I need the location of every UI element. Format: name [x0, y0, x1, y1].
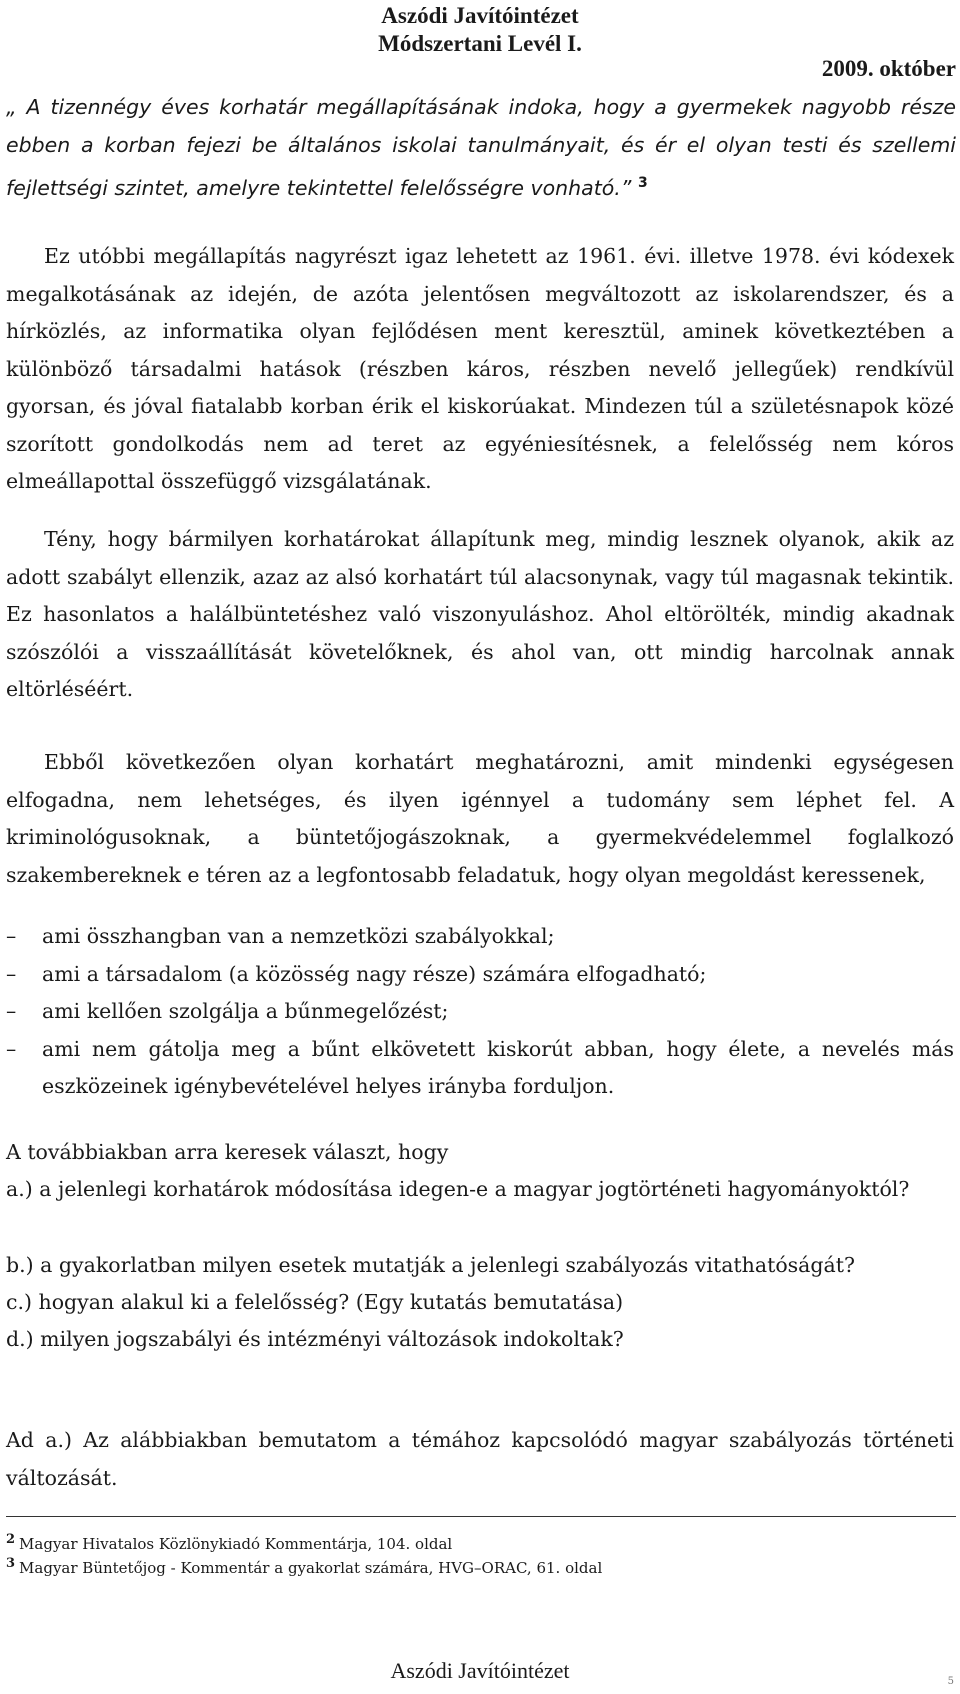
page-header: [0, 2, 960, 58]
body-paragraph-2: [6, 521, 954, 709]
paragraph-text: Ebből következően olyan korhatárt meghatározni, amit mindenki egységesen elfogadna, nem lehetséges, és ilyen igénnyel a tudomány sem léphet fel. A kriminológusoknak, a büntetőjogászoknak, a gyermekvédelemmel foglalkozó szakembereknek e téren az a legfontosabb feladatuk, hogy olyan megoldást keressenek,: [6, 750, 954, 887]
footnote-3: $^3$ Magyar Büntetőjog - Kommentár a gyakorlat számára, HVG–ORAC, 61. oldal: [6, 1556, 603, 1577]
requirement-list: [6, 918, 954, 1106]
page-footer: Aszódi Javítóintézet: [390, 1658, 570, 1683]
question-b: b.) a gyakorlatban milyen esetek mutatják a jelenlegi szabályozás vitathatóságát?: [6, 1253, 855, 1277]
footnote-ref: 3: [637, 175, 648, 191]
list-item: – ami kellően szolgálja a bűnmegelőzést;: [6, 993, 954, 1031]
question-c: c.) hogyan alakul ki a felelősség? (Egy kutatás bemutatása): [6, 1290, 624, 1314]
question-d: d.) milyen jogszabályi és intézményi változások indokoltak?: [6, 1327, 624, 1351]
header-institution: Aszódi Javítóintézet: [381, 3, 579, 28]
dash-bullet: –: [6, 1036, 17, 1061]
quote-paragraph: [6, 88, 956, 207]
ad-a-paragraph: Ad a.) Az alábbiakban bemutatom a témához kapcsolódó magyar szabályozás történeti változását.: [6, 1428, 954, 1490]
questions-intro: A továbbiakban arra keresek választ, hogy: [6, 1140, 449, 1164]
list-item: – ami a társadalom (a közösség nagy része) számára elfogadható;: [6, 956, 954, 994]
list-item: – ami összhangban van a nemzetközi szabályokkal;: [6, 918, 954, 956]
quote-text: „ A tizennégy éves korhatár megállapításának indoka, hogy a gyermekek nagyobb része ebben a korban fejezi be általános iskolai tanulmányait, és ér el olyan testi és szellemi fejlettségi szintet, amelyre tekintettel felelősségre vonható.”: [6, 95, 956, 200]
header-publication: Módszertani Levél I.: [378, 31, 582, 56]
list-item: – ami nem gátolja meg a bűnt elkövetett kiskorút abban, hogy élete, a nevelés más eszközeinek igénybevételével helyes irányba forduljon.: [6, 1031, 954, 1106]
page-number: 5: [947, 1676, 954, 1687]
dash-bullet: –: [6, 924, 17, 948]
body-paragraph-3: [6, 744, 954, 894]
footnote-divider: [6, 1516, 956, 1517]
question-a: a.) a jelenlegi korhatárok módosítása idegen-e a magyar jogtörténeti hagyományoktól?: [6, 1177, 910, 1201]
dash-bullet: –: [6, 961, 17, 986]
body-paragraph-1: [6, 238, 954, 501]
paragraph-text: Tény, hogy bármilyen korhatárokat állapítunk meg, mindig lesznek olyanok, akik az adott szabályt ellenzik, azaz az alsó korhatárt túl alacsonynak, vagy túl magasnak tekintik. Ez hasonlatos a halálbüntetéshez való viszonyuláshoz. Ahol eltörölték, mindig akadnak szószólói a visszaállítását követelőknek, és ahol van, ott mindig harcolnak annak eltörléséért.: [6, 527, 954, 701]
header-date: 2009. október: [821, 56, 956, 81]
footnote-2: $^2$ Magyar Hivatalos Közlönykiadó Kommentárja, 104. oldal: [6, 1532, 453, 1553]
dash-bullet: –: [6, 999, 17, 1023]
paragraph-text: Ez utóbbi megállapítás nagyrészt igaz lehetett az 1961. évi. illetve 1978. évi kódexek megalkotásának az idején, de azóta jelentősen megváltozott az iskolarendszer, és a hírközlés, az informatika olyan fejlődésen ment keresztül, aminek következtében a különböző társadalmi hatások (részben káros, részben nevelő jellegűek) rendkívül gyorsan, és jóval fiatalabb korban érik el kiskorúakat. Mindezen túl a születésnapok közé szorított gondolkodás nem ad teret az egyéniesítésnek, a felelősség nem kóros elmeállapottal összefüggő vizsgálatának.: [6, 244, 954, 493]
